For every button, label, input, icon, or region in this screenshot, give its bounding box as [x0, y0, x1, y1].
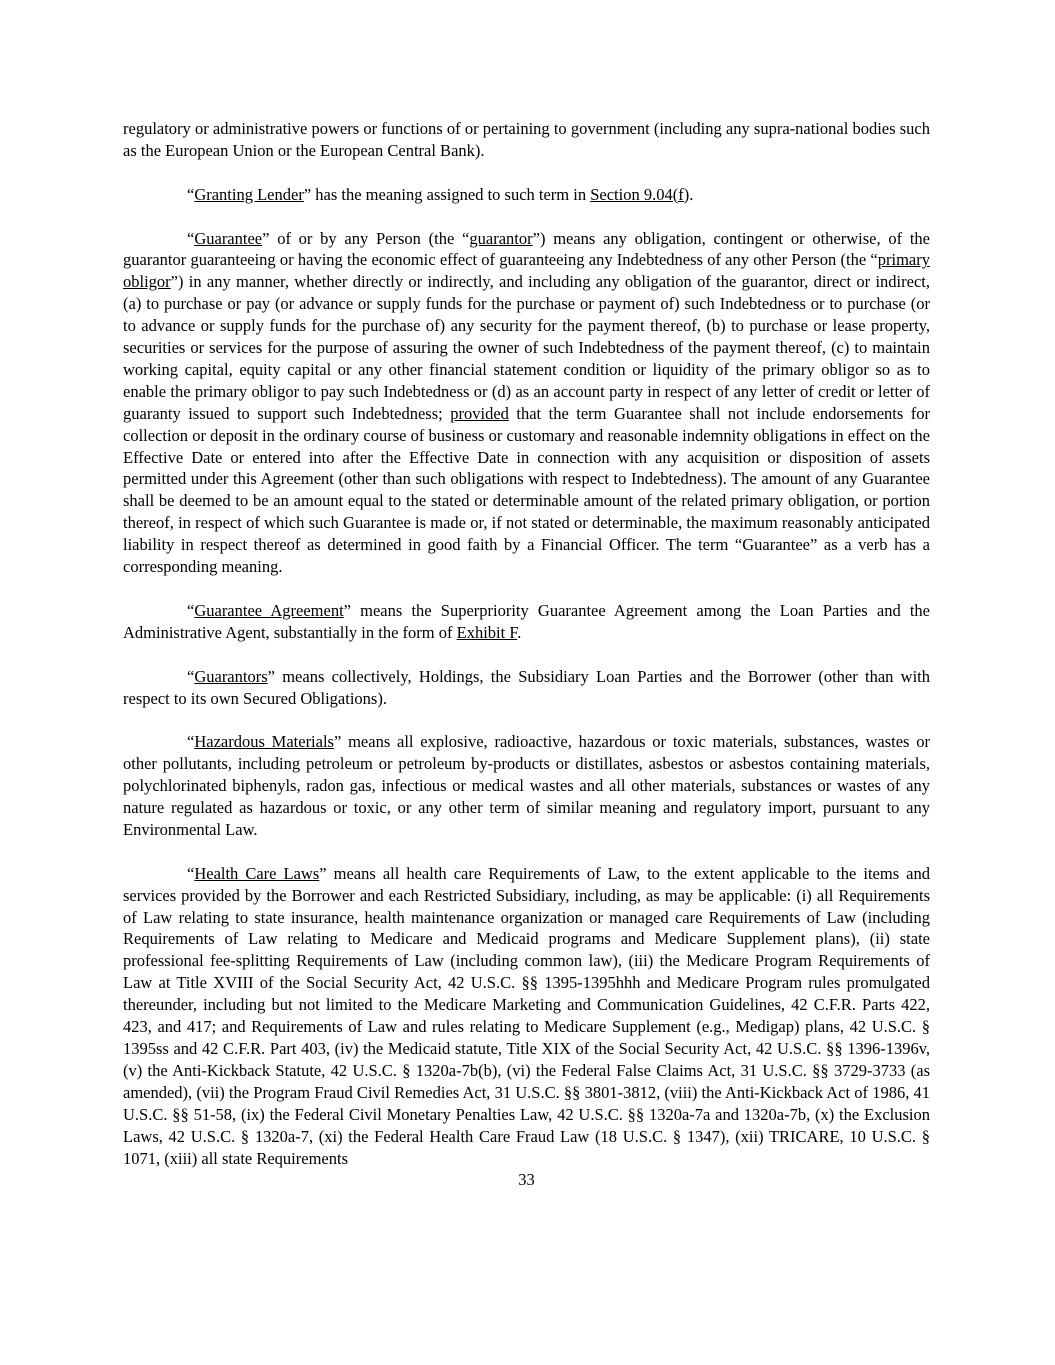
defined-term: Guarantee	[194, 228, 263, 248]
body-text-run: ” of or by any Person (the “	[262, 228, 470, 248]
defined-term: Health Care Laws	[194, 863, 320, 883]
body-text-run: ” has the meaning assigned to such term in	[303, 184, 591, 204]
definition-health-care-laws	[123, 863, 930, 1170]
page-number: 33	[518, 1170, 535, 1190]
defined-term: Guarantee Agreement	[194, 600, 344, 620]
body-text-run: ”) in any manner, whether directly or indirectly, and including any obligation of the guarantor, direct or indirect, (a) to purchase or pay (or advance or supply funds for the purchase or payment of) such Indebtedness or to purchase (or to advance or supply funds for the purchase of) any security for the payment thereof, (b) to purchase or lease property, securities or services for the purpose of assuring the owner of such Indebtedness of the payment thereof, (c) to maintain working capital, equity capital or any other financial statement condition or liquidity of the primary obligor so as to enable the primary obligor to pay such Indebtedness or (d) as an account party in respect of any letter of credit or letter of guaranty issued to support such Indebtedness;	[123, 272, 930, 423]
defined-term: Granting Lender	[194, 184, 304, 204]
defined-term: provided	[450, 403, 509, 423]
definition-guarantors	[123, 666, 930, 710]
defined-term: Section 9.04(f)	[590, 184, 690, 204]
body-text-run: ” means all explosive, radioactive, hazardous or toxic materials, substances, wastes or other pollutants, including petroleum or petroleum by-products or distillates, asbestos or asbestos containing materials, polychlorinated biphenyls, radon gas, infectious or medical wastes and all other materials, substances or wastes of any nature regulated as hazardous or toxic, or any other term of similar meaning and regulatory import, pursuant to any Environmental Law.	[123, 732, 930, 839]
body-text-run: .	[689, 184, 694, 204]
defined-term: Exhibit F	[456, 622, 518, 642]
defined-term: Hazardous Materials	[194, 732, 334, 752]
defined-term: primary obligor	[123, 250, 930, 292]
body-text-run: ” means the Superpriority Guarantee Agreement among the Loan Parties and the Administrative Agent, substantially in the form of	[123, 600, 931, 642]
body-text-run: “	[187, 184, 195, 204]
definition-hazardous-materials	[123, 731, 930, 841]
definition-guarantee	[123, 228, 930, 579]
body-text-run: ” means all health care Requirements of Law, to the extent applicable to the items and services provided by the Borrower and each Restricted Subsidiary, including, as may be applicable: (i) all Requirements of Law relating to state insurance, health maintenance organization or managed care Requirements of Law (including Requirements of Law relating to Medicare and Medicaid programs and Medicare Supplement plans), (ii) state professional fee-splitting Requirements of Law (including common law), (iii) the Medicare Program Requirements of Law at Title XVIII of the Social Security Act, 42 U.S.C. §§ 1395-1395hhh and Medicare Program rules promulgated thereunder, including but not limited to the Medicare Marketing and Communication Guidelines, 42 C.F.R. Parts 422, 423, and 417; and Requirements of Law and rules relating to Medicare Supplement (e.g., Medigap) plans, 42 U.S.C. § 1395ss and 42 C.F.R. Part 403, (iv) the Medicaid statute, Title XIX of the Social Security Act, 42 U.S.C. §§ 1396-1396v, (v) the Anti-Kickback Statute, 42 U.S.C. § 1320a-7b(b), (vi) the Federal False Claims Act, 31 U.S.C. §§ 3729-3733 (as amended), (vii) the Program Fraud Civil Remedies Act, 31 U.S.C. §§ 3801-3812, (viii) the Anti-Kickback Act of 1986, 41 U.S.C. §§ 51-58, (ix) the Federal Civil Monetary Penalties Law, 42 U.S.C. §§ 1320a-7a and 1320a-7b, (x) the Exclusion Laws, 42 U.S.C. § 1320a-7, (xi) the Federal Health Care Fraud Law (18 U.S.C. § 1347), (xii) TRICARE, 10 U.S.C. § 1071, (xiii) all state Requirements	[123, 863, 930, 1168]
defined-term: Guarantors	[194, 666, 268, 686]
body-text-run: regulatory or administrative powers or functions of or pertaining to government (including any supra-national bodies such as the European Union or the European Central Bank).	[123, 119, 930, 160]
definition-guarantee-agreement	[123, 600, 930, 644]
body-text-run: “	[187, 732, 195, 752]
body-text-run: .	[517, 622, 522, 642]
definition-granting-lender	[123, 184, 930, 206]
body-text-run: “	[187, 666, 195, 686]
body-text-run: “	[187, 228, 195, 248]
defined-term: guarantor	[469, 228, 533, 248]
body-text-run: ”) means any obligation, contingent or otherwise, of the guarantor guaranteeing or having the economic effect of guaranteeing any Indebtedness of any other Person (the “	[123, 228, 930, 270]
body-text-run: “	[187, 863, 195, 883]
document-body	[123, 118, 930, 1169]
body-text-run: ” means collectively, Holdings, the Subsidiary Loan Parties and the Borrower (other than with respect to its own Secured Obligations).	[123, 666, 930, 708]
body-text-run: “	[187, 600, 195, 620]
body-text-run: that the term Guarantee shall not include endorsements for collection or deposit in the ordinary course of business or customary and reasonable indemnity obligations in effect on the Effective Date or entered into after the Effective Date in connection with any acquisition or disposition of assets permitted under this Agreement (other than such obligations with respect to Indebtedness). The amount of any Guarantee shall be deemed to be an amount equal to the stated or determinable amount of the related primary obligation, or portion thereof, in respect of which such Guarantee is made or, if not stated or determinable, the maximum reasonably anticipated liability in respect thereof as determined in good faith by a Financial Officer. The term “Guarantee” as a verb has a corresponding meaning.	[123, 403, 931, 577]
paragraph-regulatory-continuation	[123, 118, 930, 162]
